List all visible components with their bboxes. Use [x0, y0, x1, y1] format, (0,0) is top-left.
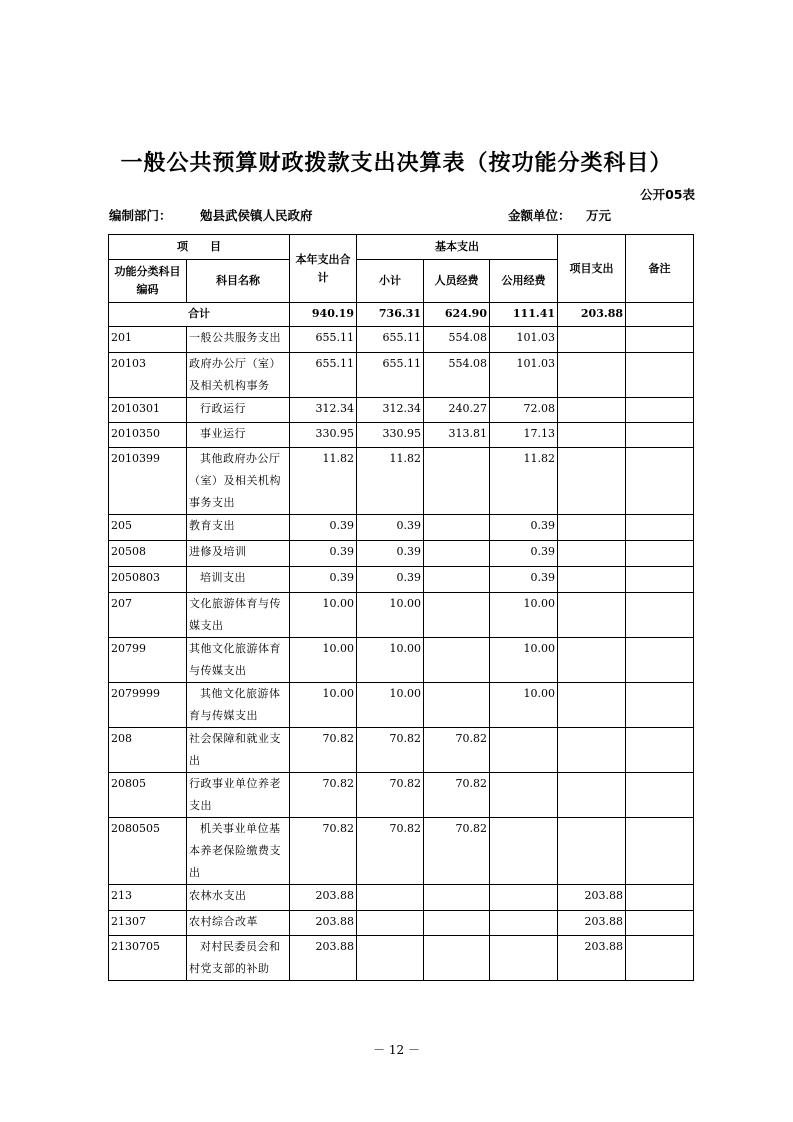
- row-code: 2079999: [109, 683, 187, 728]
- row-project: [558, 728, 626, 773]
- table-row: [109, 448, 694, 515]
- table-row: [109, 911, 694, 936]
- row-project: [558, 773, 626, 818]
- row-project: [558, 327, 626, 353]
- row-subtotal: [357, 885, 424, 911]
- row-public: 10.00: [490, 593, 558, 638]
- row-public: [490, 885, 558, 911]
- row-total: 0.39: [290, 567, 357, 593]
- row-personnel: [424, 448, 490, 515]
- header-public: 公用经费: [490, 260, 558, 303]
- table-row: [109, 353, 694, 398]
- row-name: 事业运行: [187, 423, 290, 448]
- row-code: 205: [109, 515, 187, 541]
- total-label: 合计: [109, 303, 290, 327]
- row-personnel: 313.81: [424, 423, 490, 448]
- row-name: 其他政府办公厅（室）及相关机构事务支出: [187, 448, 290, 515]
- row-project: [558, 448, 626, 515]
- row-total: 0.39: [290, 541, 357, 567]
- page-number: － 12 －: [373, 1043, 420, 1057]
- row-public: [490, 773, 558, 818]
- row-name: 政府办公厅（室）及相关机构事务: [187, 353, 290, 398]
- row-total: 70.82: [290, 728, 357, 773]
- total-subtotal: 736.31: [357, 303, 424, 327]
- row-project: [558, 423, 626, 448]
- table-row: [109, 885, 694, 911]
- row-subtotal: 312.34: [357, 398, 424, 423]
- header-project: 项目支出: [558, 235, 626, 303]
- row-remark: [626, 818, 694, 885]
- row-subtotal: 70.82: [357, 728, 424, 773]
- row-total: 10.00: [290, 593, 357, 638]
- row-subtotal: [357, 936, 424, 981]
- row-subtotal: 0.39: [357, 567, 424, 593]
- row-personnel: 70.82: [424, 818, 490, 885]
- row-code: 20799: [109, 638, 187, 683]
- row-remark: [626, 448, 694, 515]
- table-row: [109, 638, 694, 683]
- row-subtotal: 10.00: [357, 638, 424, 683]
- table-row: [109, 593, 694, 638]
- row-remark: [626, 541, 694, 567]
- row-personnel: 554.08: [424, 327, 490, 353]
- table-row: [109, 398, 694, 423]
- header-subtotal: 小计: [357, 260, 424, 303]
- row-public: [490, 818, 558, 885]
- row-code: 201: [109, 327, 187, 353]
- row-total: 330.95: [290, 423, 357, 448]
- row-subtotal: 11.82: [357, 448, 424, 515]
- row-code: 21307: [109, 911, 187, 936]
- row-name: 农林水支出: [187, 885, 290, 911]
- row-total: 203.88: [290, 936, 357, 981]
- row-personnel: 240.27: [424, 398, 490, 423]
- row-public: 72.08: [490, 398, 558, 423]
- row-public: 10.00: [490, 683, 558, 728]
- header-personnel: 人员经费: [424, 260, 490, 303]
- row-public: 17.13: [490, 423, 558, 448]
- row-project: [558, 638, 626, 683]
- row-code: 2010399: [109, 448, 187, 515]
- row-project: [558, 398, 626, 423]
- row-public: 11.82: [490, 448, 558, 515]
- row-personnel: 70.82: [424, 773, 490, 818]
- row-personnel: [424, 683, 490, 728]
- row-code: 2080505: [109, 818, 187, 885]
- total-project: 203.88: [558, 303, 626, 327]
- row-name: 其他文化旅游体育与传媒支出: [187, 683, 290, 728]
- row-subtotal: 655.11: [357, 353, 424, 398]
- row-project: [558, 683, 626, 728]
- table-row: [109, 773, 694, 818]
- row-code: 2010350: [109, 423, 187, 448]
- row-total: 10.00: [290, 683, 357, 728]
- row-project: [558, 818, 626, 885]
- row-subtotal: 0.39: [357, 541, 424, 567]
- row-total: 70.82: [290, 773, 357, 818]
- row-name: 行政事业单位养老支出: [187, 773, 290, 818]
- header-total: 本年支出合计: [290, 235, 357, 303]
- row-code: 2010301: [109, 398, 187, 423]
- total-public: 111.41: [490, 303, 558, 327]
- row-public: [490, 936, 558, 981]
- row-total: 203.88: [290, 885, 357, 911]
- row-project: [558, 353, 626, 398]
- row-personnel: [424, 936, 490, 981]
- row-project: 203.88: [558, 885, 626, 911]
- row-personnel: [424, 593, 490, 638]
- row-personnel: [424, 911, 490, 936]
- row-public: 0.39: [490, 541, 558, 567]
- table-row: [109, 567, 694, 593]
- row-name: 对村民委员会和村党支部的补助: [187, 936, 290, 981]
- unit-value: 万元: [586, 208, 612, 223]
- expenditure-table: [108, 234, 694, 981]
- row-subtotal: 70.82: [357, 818, 424, 885]
- total-total: 940.19: [290, 303, 357, 327]
- row-remark: [626, 911, 694, 936]
- row-name: 机关事业单位基本养老保险缴费支出: [187, 818, 290, 885]
- header-name: 科目名称: [187, 260, 290, 303]
- row-subtotal: 655.11: [357, 327, 424, 353]
- page-title: 一般公共预算财政拨款支出决算表（按功能分类科目）: [120, 151, 673, 176]
- row-personnel: [424, 515, 490, 541]
- row-remark: [626, 773, 694, 818]
- row-subtotal: 0.39: [357, 515, 424, 541]
- row-code: 208: [109, 728, 187, 773]
- row-public: 10.00: [490, 638, 558, 683]
- row-total: 0.39: [290, 515, 357, 541]
- dept-label: 编制部门：: [109, 208, 172, 223]
- row-code: 207: [109, 593, 187, 638]
- row-name: 行政运行: [187, 398, 290, 423]
- table-tag: 公开05表: [640, 187, 695, 202]
- row-code: 2050803: [109, 567, 187, 593]
- row-public: 101.03: [490, 353, 558, 398]
- row-personnel: 554.08: [424, 353, 490, 398]
- total-row: [109, 303, 694, 327]
- table-row: [109, 936, 694, 981]
- row-code: 20103: [109, 353, 187, 398]
- row-remark: [626, 423, 694, 448]
- header-basic: 基本支出: [357, 235, 558, 260]
- row-total: 312.34: [290, 398, 357, 423]
- row-subtotal: 10.00: [357, 683, 424, 728]
- row-name: 农村综合改革: [187, 911, 290, 936]
- row-remark: [626, 593, 694, 638]
- row-personnel: [424, 567, 490, 593]
- table-row: [109, 327, 694, 353]
- row-remark: [626, 567, 694, 593]
- row-project: 203.88: [558, 911, 626, 936]
- table-row: [109, 541, 694, 567]
- row-name: 教育支出: [187, 515, 290, 541]
- row-project: [558, 541, 626, 567]
- row-public: [490, 911, 558, 936]
- row-subtotal: 10.00: [357, 593, 424, 638]
- row-subtotal: 70.82: [357, 773, 424, 818]
- row-personnel: [424, 885, 490, 911]
- row-name: 其他文化旅游体育与传媒支出: [187, 638, 290, 683]
- row-code: 2130705: [109, 936, 187, 981]
- table-row: [109, 423, 694, 448]
- table-row: [109, 683, 694, 728]
- row-subtotal: [357, 911, 424, 936]
- row-name: 社会保障和就业支出: [187, 728, 290, 773]
- dept-value: 勉县武侯镇人民政府: [200, 208, 313, 223]
- row-public: 0.39: [490, 567, 558, 593]
- row-personnel: 70.82: [424, 728, 490, 773]
- row-public: 101.03: [490, 327, 558, 353]
- row-remark: [626, 398, 694, 423]
- row-code: 20805: [109, 773, 187, 818]
- row-remark: [626, 327, 694, 353]
- row-remark: [626, 638, 694, 683]
- row-project: [558, 593, 626, 638]
- total-remark: [626, 303, 694, 327]
- row-remark: [626, 936, 694, 981]
- row-remark: [626, 683, 694, 728]
- row-remark: [626, 353, 694, 398]
- row-project: 203.88: [558, 936, 626, 981]
- row-total: 655.11: [290, 353, 357, 398]
- table-row: [109, 728, 694, 773]
- row-total: 203.88: [290, 911, 357, 936]
- row-public: 0.39: [490, 515, 558, 541]
- row-project: [558, 515, 626, 541]
- row-personnel: [424, 638, 490, 683]
- row-name: 进修及培训: [187, 541, 290, 567]
- row-name: 培训支出: [187, 567, 290, 593]
- row-remark: [626, 515, 694, 541]
- row-total: 655.11: [290, 327, 357, 353]
- row-code: 20508: [109, 541, 187, 567]
- row-public: [490, 728, 558, 773]
- table-row: [109, 515, 694, 541]
- header-item: 项 目: [109, 235, 290, 260]
- row-name: 一般公共服务支出: [187, 327, 290, 353]
- row-remark: [626, 728, 694, 773]
- header-code: 功能分类科目编码: [109, 260, 187, 303]
- row-subtotal: 330.95: [357, 423, 424, 448]
- row-total: 10.00: [290, 638, 357, 683]
- header-remark: 备注: [626, 235, 694, 303]
- row-personnel: [424, 541, 490, 567]
- row-total: 70.82: [290, 818, 357, 885]
- row-name: 文化旅游体育与传媒支出: [187, 593, 290, 638]
- unit-label: 金额单位：: [508, 208, 571, 223]
- row-code: 213: [109, 885, 187, 911]
- row-remark: [626, 885, 694, 911]
- total-personnel: 624.90: [424, 303, 490, 327]
- table-row: [109, 818, 694, 885]
- row-project: [558, 567, 626, 593]
- row-total: 11.82: [290, 448, 357, 515]
